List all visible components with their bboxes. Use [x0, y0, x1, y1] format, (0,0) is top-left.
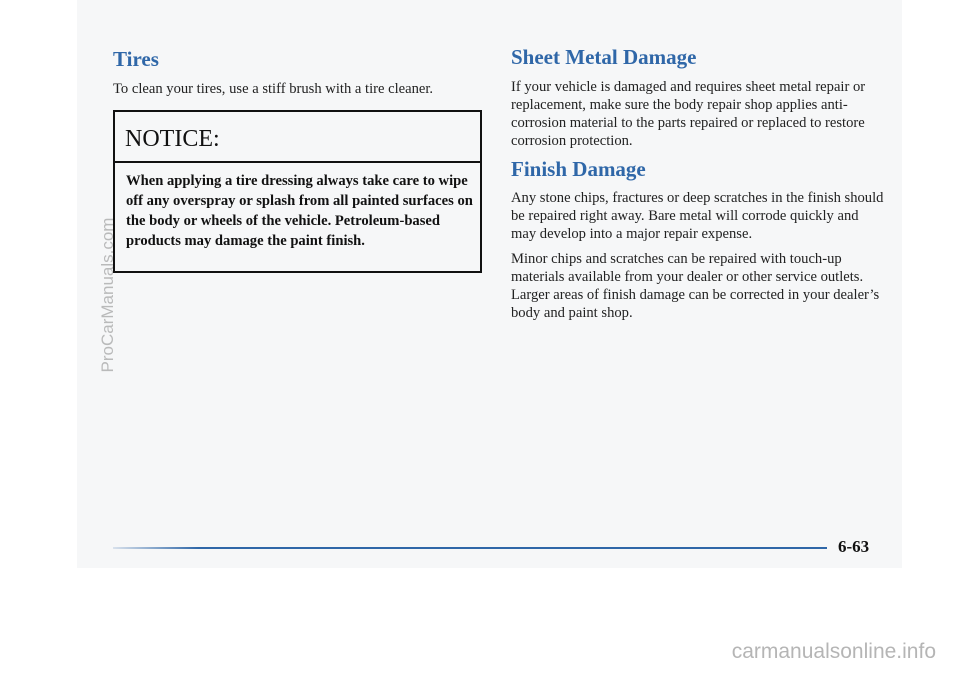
page-number: 6-63 [838, 537, 870, 556]
finish-damage-paragraph: Any stone chips, fractures or deep scratches in the finish should be repaired right away. Bare metal will corrode quickly and may develop into a major repair expense. [511, 190, 884, 242]
sheet-metal-damage-text: If your vehicle is damaged and requires sheet metal repair or replacement, make sure the body repair shop applies anti-corrosion material to the parts repaired or replaced to restore corrosion protection. [511, 79, 866, 149]
finish-damage-paragraph: Minor chips and scratches can be repaired with touch-up materials available from your dealer or other service outlets. Larger areas of finish damage can be corrected in your dealer’s body and paint shop. [511, 251, 880, 321]
notice-box [113, 110, 482, 273]
bottom-watermark: carmanualsonline.info [731, 640, 936, 663]
tires-text: To clean your tires, use a stiff brush with a tire cleaner. [113, 81, 434, 97]
footer-rule [113, 547, 827, 549]
tires-heading: Tires [113, 47, 159, 71]
sheet-metal-damage-heading: Sheet Metal Damage [511, 45, 697, 69]
side-watermark: ProCarManuals.com [98, 217, 117, 373]
notice-title: NOTICE: [125, 126, 220, 152]
notice-text: When applying a tire dressing always take care to wipe off any overspray or splash from all painted surfaces on the body or wheels of the vehicle. Petroleum-based products may damage the paint finish. [126, 173, 473, 249]
notice-divider [115, 161, 480, 163]
finish-damage-heading: Finish Damage [511, 157, 646, 181]
